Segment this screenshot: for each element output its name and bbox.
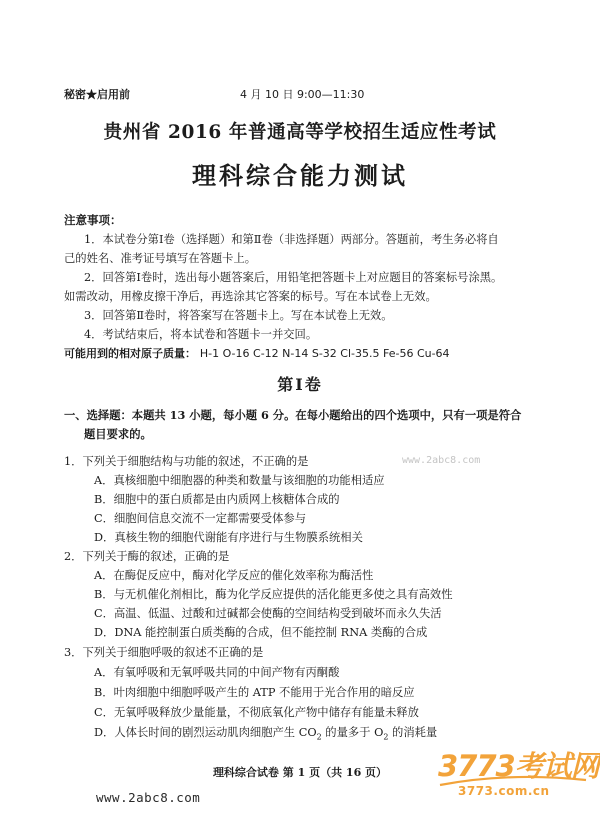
option-d-suffix: 的消耗量 [388, 726, 438, 739]
header-line [64, 86, 365, 102]
question-1-stem: 1．下列关于细胞结构与功能的叙述，不正确的是 [64, 455, 309, 468]
question-2-option-c: C．高温、低温、过酸和过碱都会使酶的空间结构受到破坏而永久失活 [94, 607, 442, 620]
question-1-option-a: A．真核细胞中细胞器的种类和数量与该细胞的功能相适应 [94, 474, 385, 487]
note-3: 3．回答第Ⅱ卷时，将答案写在答题卡上。写在本试卷上无效。 [84, 309, 393, 322]
page-footer: 理科综合试卷 第 1 页（共 16 页） [212, 766, 388, 779]
question-2-option-a: A．在酶促反应中，酶对化学反应的催化效率称为酶活性 [94, 569, 374, 582]
exam-title: 贵州省 2016 年普通高等学校招生适应性考试 [103, 122, 497, 143]
question-3-stem: 3．下列关于细胞呼吸的叙述不正确的是 [64, 646, 264, 659]
question-1-option-d: D．真核生物的细胞代谢能有序进行与生物膜系统相关 [94, 531, 363, 544]
option-d-mid: 的量多于 O [321, 726, 384, 739]
subscript-2: 2 [316, 732, 322, 742]
question-3-option-c: C．无氧呼吸释放少量能量，不彻底氧化产物中储存有能量未释放 [94, 706, 419, 719]
section-instruction-line-1: 一、选择题：本题共 13 小题，每小题 6 分。在每小题给出的四个选项中，只有一项是符合 [64, 408, 522, 422]
atomic-masses [64, 345, 450, 361]
subscript-2: 2 [383, 732, 389, 742]
section-title: 第Ⅰ卷 [277, 375, 323, 394]
note-2-line-2: 如需改动，用橡皮擦干净后，再选涂其它答案的标号。写在本试卷上无效。 [64, 290, 437, 303]
section-instruction-line-2: 题目要求的。 [84, 427, 152, 441]
faint-watermark: www.2abc8.com [402, 455, 481, 466]
question-2-option-d: D．DNA 能控制蛋白质类酶的合成，但不能控制 RNA 类酶的合成 [94, 626, 428, 639]
notes-heading: 注意事项： [64, 213, 122, 227]
brand-url: 3773.com.cn [458, 784, 550, 798]
brand-name: 3773考试网 [438, 749, 599, 783]
question-2-stem: 2．下列关于酶的叙述，正确的是 [64, 550, 230, 563]
note-2-line-1: 2．回答第Ⅰ卷时，选出每小题答案后，用铅笔把答题卡上对应题目的答案标号涂黑。 [84, 271, 503, 284]
subject-title: 理科综合能力测试 [192, 161, 408, 190]
note-1-line-2: 己的姓名、准考证号填写在答题卡上。 [64, 252, 257, 265]
question-1-option-c: C．细胞间信息交流不一定都需要受体参与 [94, 512, 306, 525]
question-3-option-a: A．有氧呼吸和无氧呼吸共同的中间产物有丙酮酸 [94, 666, 340, 679]
question-2-option-b: B．与无机催化剂相比，酶为化学反应提供的活化能更多使之具有高效性 [94, 588, 453, 601]
secrecy-label: 秘密★启用前 [64, 88, 130, 101]
atomic-masses-label: 可能用到的相对原子质量： [64, 347, 196, 360]
brand-logo [438, 744, 599, 808]
bottom-watermark: www.2abc8.com [96, 790, 201, 805]
exam-time: 4 月 10 日 9:00—11:30 [240, 88, 365, 101]
question-3-option-d [94, 724, 437, 741]
question-3-option-b: B．叶肉细胞中细胞呼吸产生的 ATP 不能用于光合作用的暗反应 [94, 686, 415, 699]
note-4: 4．考试结束后，将本试卷和答题卡一并交回。 [84, 328, 318, 341]
option-d-prefix: D．人体长时间的剧烈运动肌肉细胞产生 CO [94, 726, 317, 739]
question-1-option-b: B．细胞中的蛋白质都是由内质网上核糖体合成的 [94, 493, 340, 506]
atomic-masses-values: H-1 O-16 C-12 N-14 S-32 Cl-35.5 Fe-56 Cu-64 [199, 347, 450, 360]
note-1-line-1: 1．本试卷分第Ⅰ卷（选择题）和第Ⅱ卷（非选择题）两部分。答题前，考生务必将自 [84, 233, 499, 246]
